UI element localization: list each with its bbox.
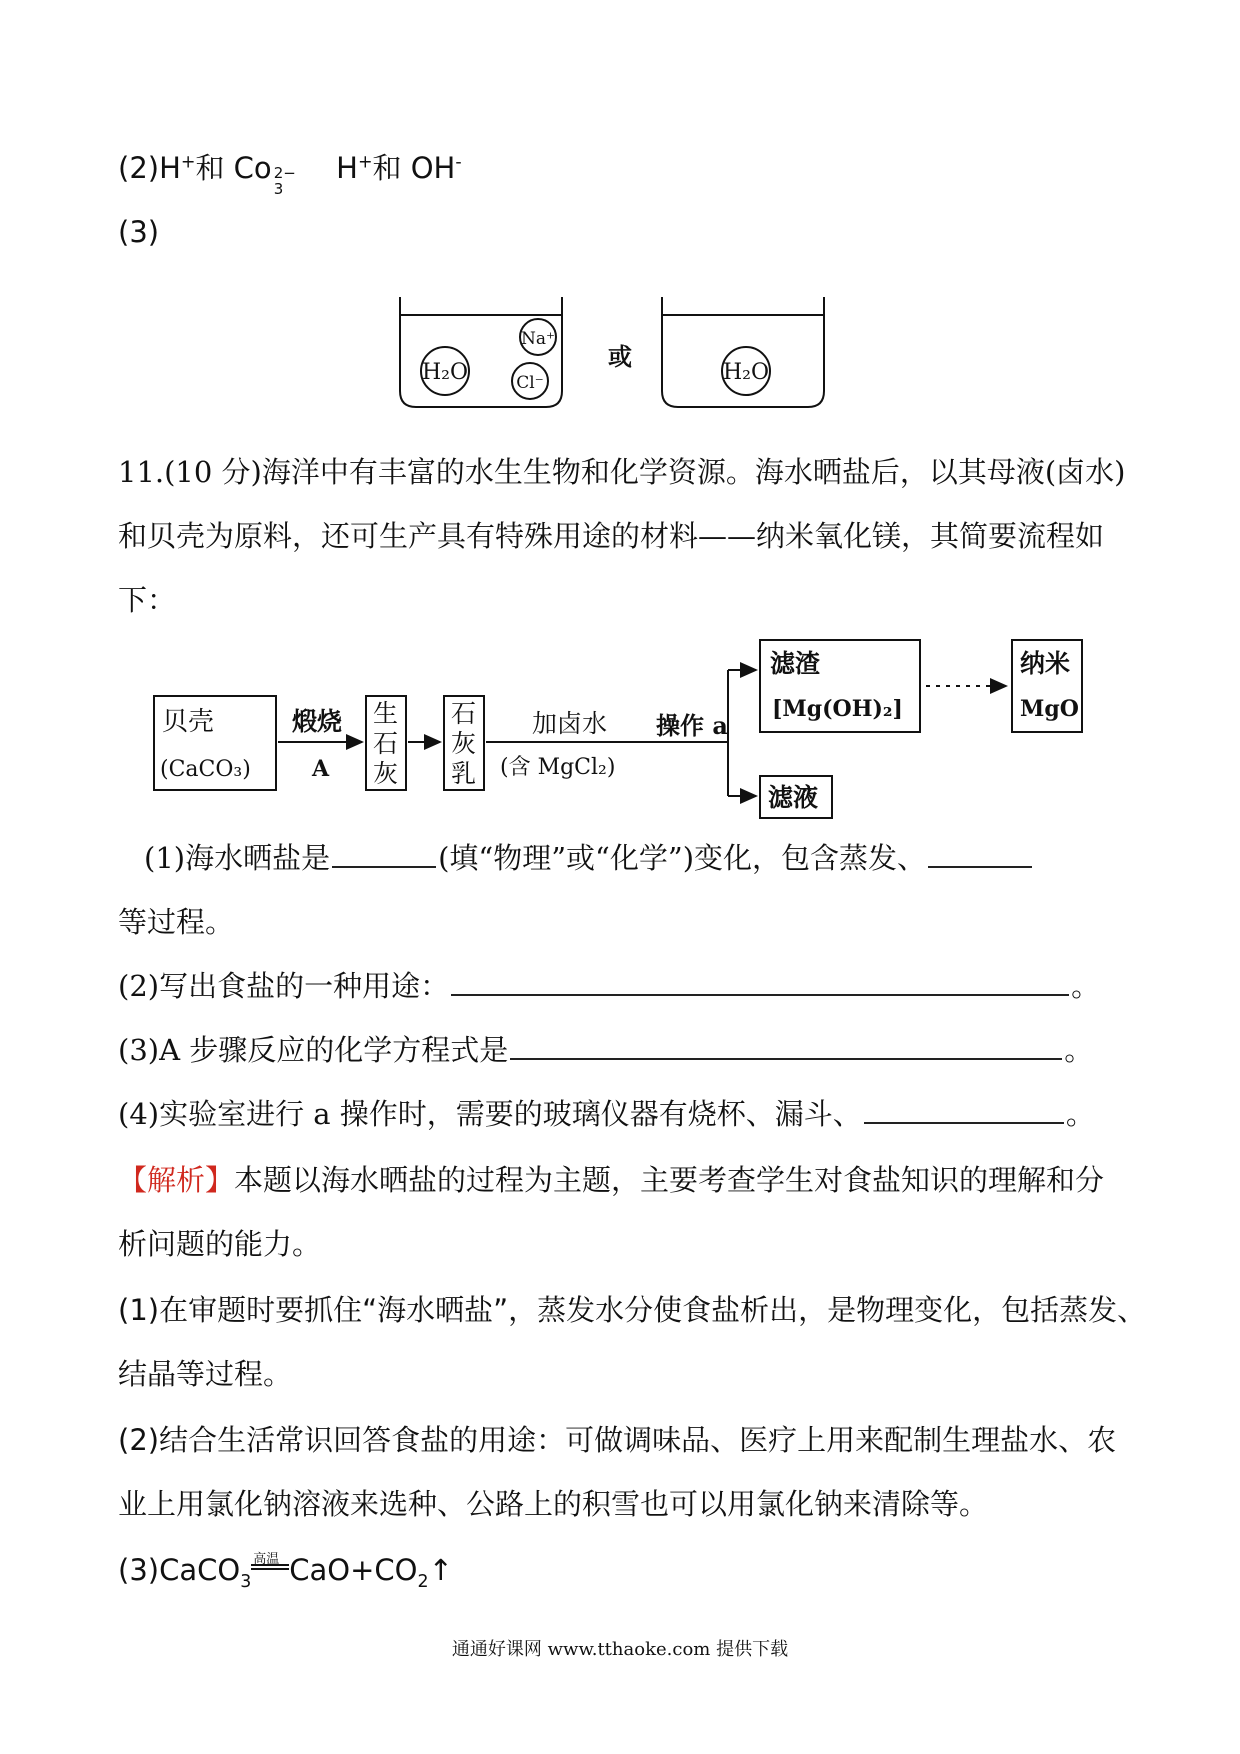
analysis-equation: (3)CaCO$_3$ 高温 $CaO+CO_2↑$ [118, 1552, 453, 1592]
blank-5[interactable] [864, 1094, 1064, 1124]
residue-label: 滤渣 [770, 649, 821, 678]
blank-2[interactable] [928, 838, 1032, 868]
add-brine-label: 加卤水 [532, 709, 608, 738]
shell-label: 贝壳 [162, 707, 215, 737]
shell-formula: (CaCO₃) [160, 757, 251, 782]
sodium-ion: Na⁺ [521, 329, 555, 349]
q11-line1: 11.(10 分)海洋中有丰富的水生生物和化学资源。海水晒盐后，以其母液(卤水) [118, 455, 1126, 489]
step-a-label: A [312, 756, 330, 782]
quicklime-char-3: 灰 [373, 759, 399, 788]
chloride-ion: Cl⁻ [516, 373, 544, 393]
limemilk-char-2: 灰 [451, 729, 477, 758]
analysis-l2: 析问题的能力。 [118, 1227, 322, 1261]
q11-line2: 和贝壳为原料，还可生产具有特殊用途的材料——纳米氧化镁，其简要流程如 [118, 519, 1105, 553]
subq-4: (4)实验室进行 a 操作时，需要的玻璃仪器有烧杯、漏斗、 。 [118, 1094, 1095, 1134]
quicklime-char-2: 石 [373, 729, 399, 758]
beaker-right [662, 297, 824, 407]
left-h2o: H₂O [421, 360, 469, 385]
analysis-l4: 结晶等过程。 [118, 1357, 293, 1391]
subq-2: (2)写出食盐的一种用途： 。 [118, 966, 1100, 1006]
high-temp-condition: 高温 [251, 1550, 289, 1580]
operation-label: 操作 a [656, 711, 728, 740]
subq-3: (3)A 步骤反应的化学方程式是 。 [118, 1030, 1093, 1070]
residue-formula: [Mg(OH)₂] [772, 696, 903, 722]
analysis-l3: (1)在审题时要抓住“海水晒盐”，蒸发水分使食盐析出，是物理变化，包括蒸发、 [118, 1293, 1147, 1327]
subq-1-cont: 等过程。 [118, 905, 235, 939]
answer-3-label: (3) [118, 215, 160, 249]
mgo-label: MgO [1020, 696, 1079, 722]
subq-1: (1)海水晒盐是 (填“物理”或“化学”)变化，包含蒸发、 [144, 838, 1034, 878]
blank-4[interactable] [510, 1030, 1062, 1060]
limemilk-char-1: 石 [451, 699, 477, 728]
filtrate-label: 滤液 [768, 783, 819, 812]
footer-credit: 通通好课网 www.tthaoke.com 提供下载 [451, 1639, 789, 1660]
nano-label: 纳米 [1020, 649, 1071, 678]
calcine-label: 煅烧 [292, 707, 343, 736]
flow-diagram [140, 630, 1100, 830]
or-label: 或 [608, 343, 632, 371]
limemilk-char-3: 乳 [451, 759, 477, 788]
beakers-diagram [390, 295, 850, 415]
blank-3[interactable] [451, 966, 1069, 996]
analysis-tag: 【解析】 [118, 1163, 235, 1197]
answer-2: (2)H+和 Co 2− 3 H+和 OH- [118, 151, 462, 198]
brine-note: (含 MgCl₂) [500, 755, 616, 780]
analysis-l5: (2)结合生活常识回答食盐的用途：可做调味品、医疗上用来配制生理盐水、农 [118, 1423, 1117, 1457]
right-h2o: H₂O [722, 360, 770, 385]
gas-arrow-icon: ↑ [428, 1553, 453, 1587]
blank-1[interactable] [332, 838, 436, 868]
analysis-l6: 业上用氯化钠溶液来选种、公路上的积雪也可以用氯化钠来清除等。 [118, 1487, 989, 1521]
q11-line3: 下： [118, 583, 177, 617]
carbonate-charge: 2− 3 [273, 164, 296, 198]
analysis-l1: 【解析】本题以海水晒盐的过程为主题，主要考查学生对食盐知识的理解和分 [118, 1163, 1105, 1197]
quicklime-char-1: 生 [373, 699, 399, 728]
